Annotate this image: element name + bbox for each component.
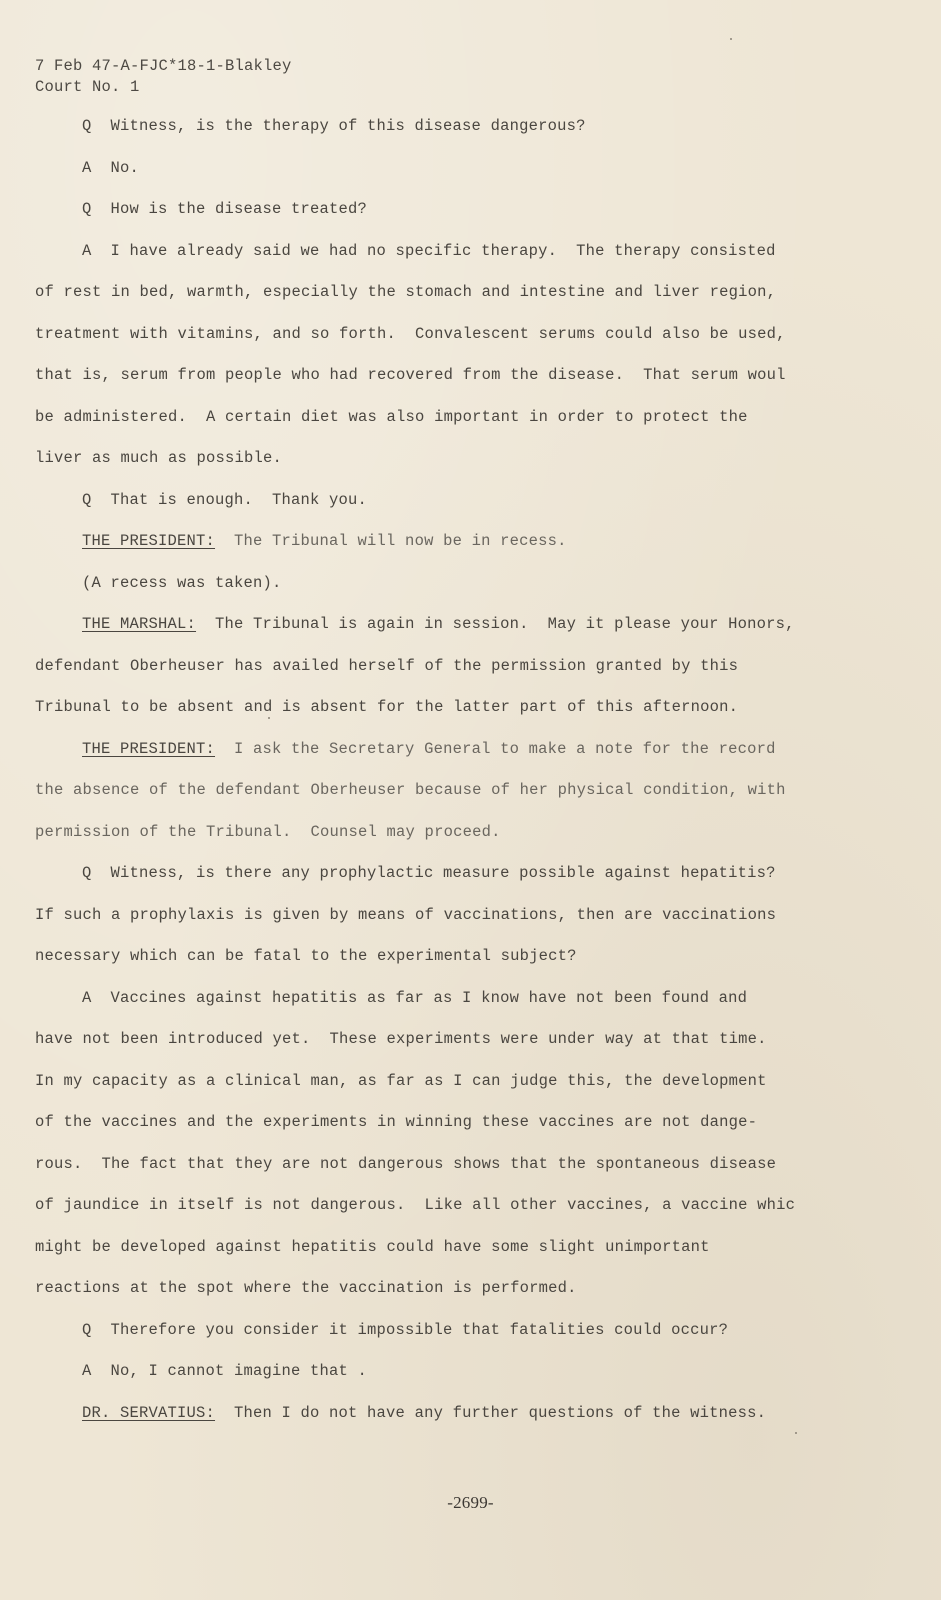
- transcript-line: DR. SERVATIUS: Then I do not have any further questions of the witness.: [82, 1403, 767, 1422]
- transcript-line: might be developed against hepatitis could have some slight unimportant: [35, 1237, 710, 1256]
- transcript-line: have not been introduced yet. These experiments were under way at that time.: [35, 1030, 767, 1048]
- transcript-line: liver as much as possible.: [35, 449, 283, 467]
- transcript-line: permission of the Tribunal. Counsel may proceed.: [35, 822, 501, 841]
- transcript-line: of the vaccines and the experiments in winning these vaccines are not dange-: [35, 1113, 758, 1131]
- transcript-line: Q How is the disease treated?: [82, 200, 368, 218]
- transcript-line: rous. The fact that they are not dangerous shows that the spontaneous disease: [35, 1154, 777, 1173]
- transcript-line: A Vaccines against hepatitis as far as I know have not been found and: [82, 988, 748, 1007]
- paper-speck: [795, 1432, 797, 1434]
- transcript-line: the absence of the defendant Oberheuser because of her physical condition, with: [35, 781, 786, 799]
- speaker-label: THE MARSHAL:: [82, 615, 197, 633]
- transcript-line: A No.: [82, 158, 140, 177]
- transcript-line: Q Witness, is there any prophylactic measure possible against hepatitis?: [82, 864, 776, 882]
- header-court: Court No. 1: [35, 78, 140, 96]
- transcript-line: of jaundice in itself is not dangerous. Like all other vaccines, a vaccine whic: [35, 1196, 796, 1214]
- transcript-line: necessary which can be fatal to the experimental subject?: [35, 947, 577, 965]
- transcript-line: A I have already said we had no specific therapy. The therapy consisted: [82, 241, 776, 260]
- paper-speck: [730, 38, 732, 40]
- transcript-line: reactions at the spot where the vaccination is performed.: [35, 1279, 577, 1297]
- transcript-line: that is, serum from people who had recovered from the disease. That serum woul: [35, 366, 786, 384]
- transcript-line: Q Therefore you consider it impossible that fatalities could occur?: [82, 1320, 729, 1339]
- speaker-label: THE PRESIDENT:: [82, 739, 216, 758]
- document-header: [35, 56, 292, 98]
- transcript-line: A No, I cannot imagine that .: [82, 1362, 368, 1380]
- transcript-line: In my capacity as a clinical man, as far as I can judge this, the development: [35, 1071, 767, 1090]
- header-reference: 7 Feb 47-A-FJC*18-1-Blakley: [35, 57, 292, 75]
- transcript-line: Q Witness, is the therapy of this disease dangerous?: [82, 117, 586, 135]
- transcript-line: THE PRESIDENT: The Tribunal will now be in recess.: [82, 532, 567, 550]
- transcript-line: be administered. A certain diet was also important in order to protect the: [35, 407, 748, 426]
- transcript-line: defendant Oberheuser has availed herself of the permission granted by this: [35, 656, 739, 675]
- transcript-line: Q That is enough. Thank you.: [82, 490, 368, 509]
- page-number: -2699-: [447, 1493, 494, 1512]
- speaker-label: DR. SERVATIUS:: [82, 1403, 216, 1422]
- transcript-line: THE MARSHAL: The Tribunal is again in session. May it please your Honors,: [82, 615, 795, 633]
- transcript-line: If such a prophylaxis is given by means of vaccinations, then are vaccinations: [35, 905, 777, 924]
- transcript-line: treatment with vitamins, and so forth. Convalescent serums could also be used,: [35, 324, 786, 343]
- transcript-body: [35, 106, 885, 1434]
- speaker-label: THE PRESIDENT:: [82, 532, 216, 550]
- transcript-line: Tribunal to be absent and is absent for the latter part of this afternoon.: [35, 698, 739, 716]
- transcript-line: of rest in bed, warmth, especially the stomach and intestine and liver region,: [35, 283, 777, 301]
- transcript-line: THE PRESIDENT: I ask the Secretary General to make a note for the record: [82, 739, 776, 758]
- transcript-line: (A recess was taken).: [82, 573, 282, 592]
- paper-speck: [268, 717, 270, 719]
